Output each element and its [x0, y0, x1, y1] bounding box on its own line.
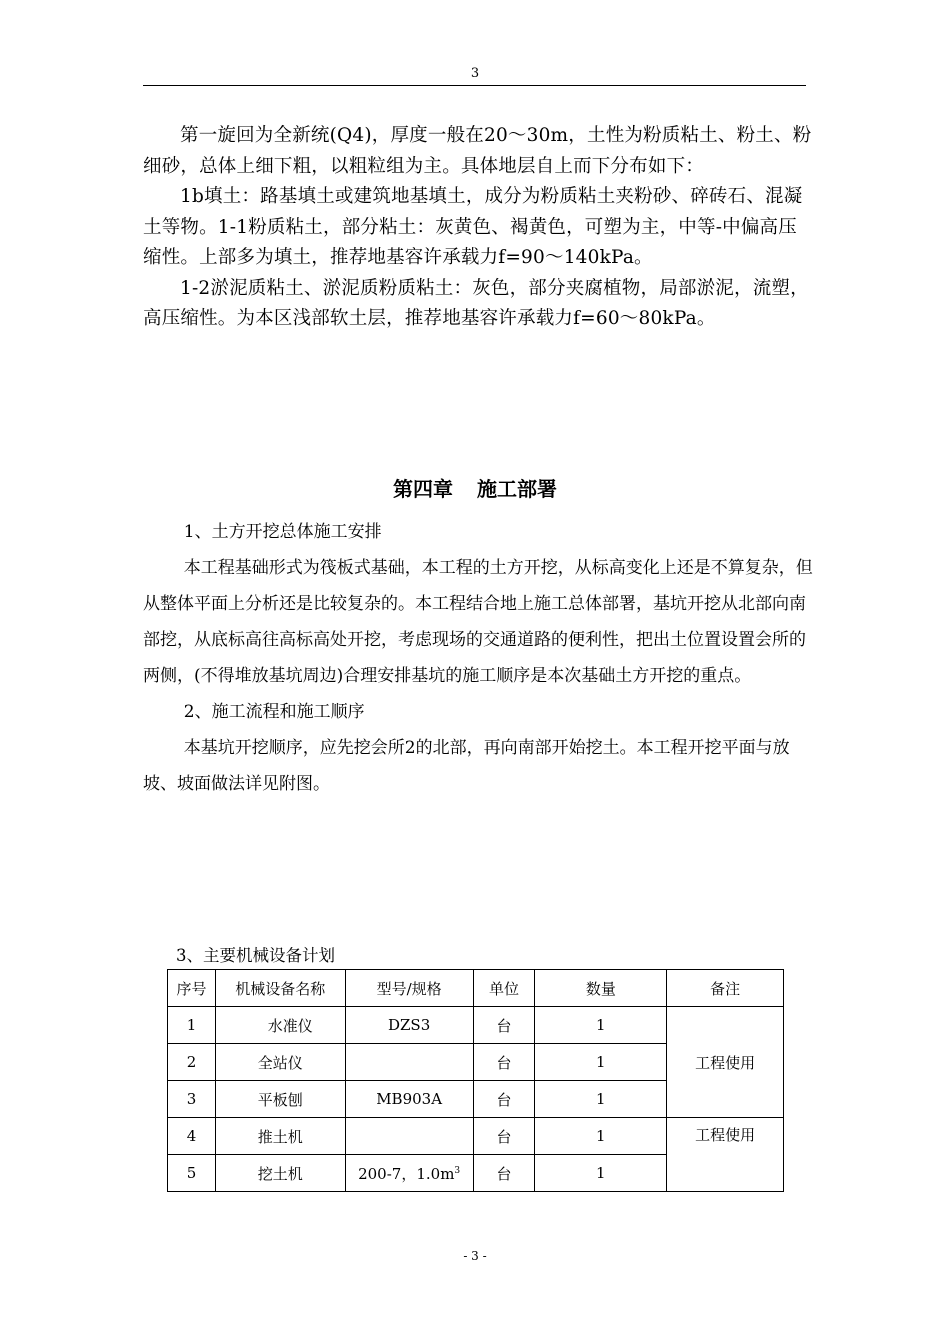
- equipment-name: 挖土机: [215, 1155, 345, 1192]
- equipment-quantity: 1: [535, 1155, 667, 1192]
- equipment-quantity: 1: [535, 1081, 667, 1118]
- table-header-cell: 序号: [168, 970, 216, 1007]
- equipment-quantity: 1: [535, 1007, 667, 1044]
- section-paragraph: 本工程基础形式为筏板式基础，本工程的土方开挖，从标高变化上还是不算复杂，但从整体平面上分析还是比较复杂的。本工程结合地上施工总体部署，基坑开挖从北部向南部挖，从底标高往高标高处开挖，考虑现场的交通道路的便利性，把出土位置设置会所的两侧，(不得堆放基坑周边)合理安排基坑的施工顺序是本次基础土方开挖的重点。: [143, 558, 813, 686]
- equipment-unit: 台: [473, 1007, 535, 1044]
- remark-cell: [667, 1118, 784, 1192]
- equipment-name: 水准仪: [215, 1007, 345, 1044]
- table-row: [168, 1118, 784, 1155]
- equipment-unit: 台: [473, 1081, 535, 1118]
- row-number: 2: [168, 1044, 216, 1081]
- section-paragraph: 本基坑开挖顺序，应先挖会所2的北部，再向南部开始挖土。本工程开挖平面与放坡、坡面做法详见附图。: [143, 738, 790, 794]
- geology-paragraph: 1b填土：路基填土或建筑地基填土，成分为粉质粘土夹粉砂、碎砖石、混凝土等物。1-1粉质粘土，部分粘土：灰黄色、褐黄色，可塑为主，中等-中偏高压缩性。上部多为填土，推荐地基容许承载力f=90～140kPa。: [143, 186, 803, 268]
- table-caption: 3、主要机械设备计划: [176, 946, 335, 965]
- equipment-name: 推土机: [215, 1118, 345, 1155]
- model-superscript: 3: [454, 1165, 461, 1176]
- table-row: [168, 1007, 784, 1044]
- chapter-number: 第四章: [393, 477, 453, 501]
- row-number: 4: [168, 1118, 216, 1155]
- row-number: 5: [168, 1155, 216, 1192]
- table-header-cell: 备注: [667, 970, 784, 1007]
- footer-page-number: - 3 -: [463, 1249, 487, 1263]
- geology-paragraph: 第一旋回为全新统(Q4)，厚度一般在20～30m，土性为粉质粘土、粉土、粉细砂，总体上细下粗，以粗粒组为主。具体地层自上而下分布如下：: [143, 125, 812, 177]
- equipment-model: DZS3: [345, 1007, 473, 1044]
- table-header-cell: 数量: [535, 970, 667, 1007]
- equipment-model: [345, 1118, 473, 1155]
- equipment-name: 平板刨: [215, 1081, 345, 1118]
- equipment-table: [167, 969, 784, 1192]
- equipment-model: [345, 1044, 473, 1081]
- equipment-unit: 台: [473, 1118, 535, 1155]
- remark-text: 工程使用: [695, 1126, 756, 1144]
- section-heading: 2、施工流程和施工顺序: [183, 702, 365, 722]
- table-header-cell: 型号/规格: [345, 970, 473, 1007]
- model-text: 200-7，1.0m: [358, 1164, 455, 1183]
- section-heading: 1、土方开挖总体施工安排: [183, 522, 382, 542]
- equipment-unit: 台: [473, 1155, 535, 1192]
- equipment-quantity: 1: [535, 1118, 667, 1155]
- row-number: 1: [168, 1007, 216, 1044]
- header-rule: [143, 85, 806, 86]
- header-page-number: 3: [470, 66, 480, 81]
- equipment-name: 全站仪: [215, 1044, 345, 1081]
- geology-paragraph: 1-2淤泥质粘土、淤泥质粉质粘土：灰色，部分夹腐植物，局部淤泥，流塑，高压缩性。为本区浅部软土层，推荐地基容许承载力f=60～80kPa。: [143, 277, 809, 329]
- table-header-cell: 机械设备名称: [215, 970, 345, 1007]
- equipment-model: [345, 1155, 473, 1192]
- section-body: [143, 514, 813, 802]
- geology-section: [143, 121, 813, 335]
- remark-cell: 工程使用: [667, 1007, 784, 1118]
- equipment-unit: 台: [473, 1044, 535, 1081]
- table-header-row: [168, 970, 784, 1007]
- row-number: 3: [168, 1081, 216, 1118]
- equipment-model: MB903A: [345, 1081, 473, 1118]
- equipment-quantity: 1: [535, 1044, 667, 1081]
- chapter-name: 施工部署: [477, 477, 557, 501]
- chapter-title: [0, 473, 950, 502]
- table-header-cell: 单位: [473, 970, 535, 1007]
